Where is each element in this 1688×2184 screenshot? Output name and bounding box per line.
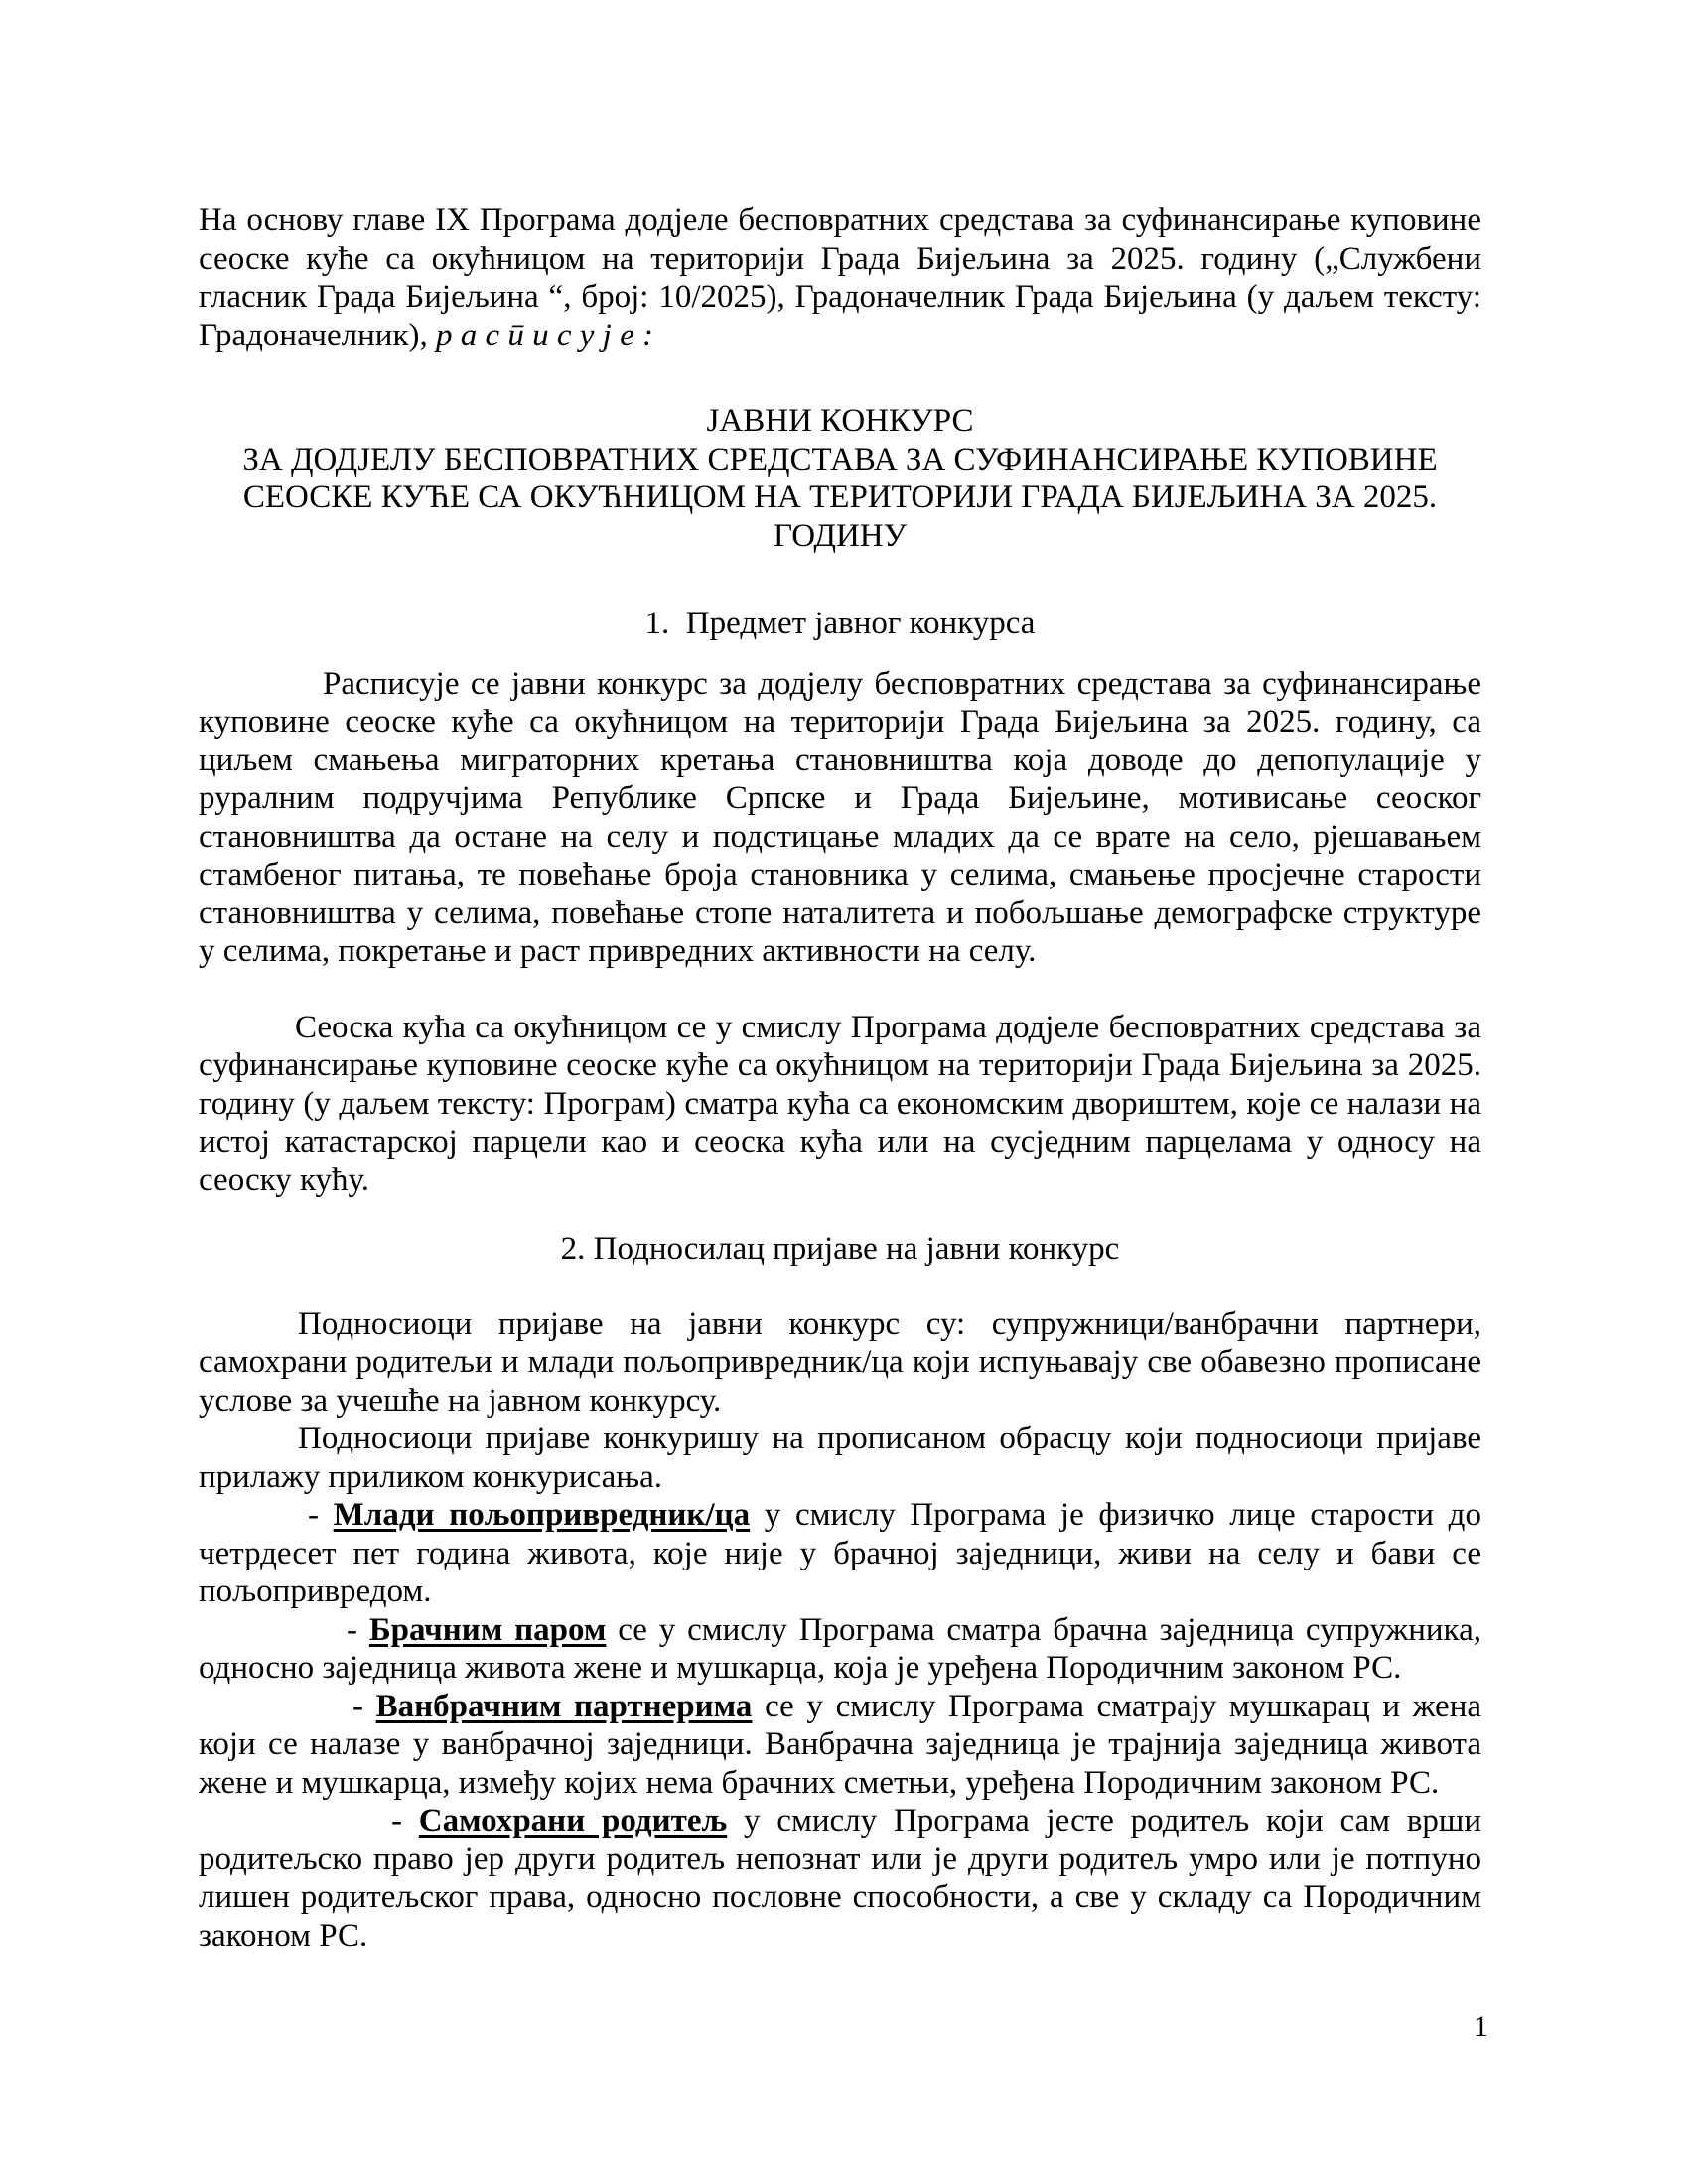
definition-text: се у смислу Програма сматрају мушкарац и жена који се налазе у ванбрачној заједници. Ванбрачна заједница је трајнија заједница живота жене и мушкарца, између којих нема брачних сметњи, уређена Породичним законом РС. (199, 1688, 1482, 1801)
section2-paragraph-2: Подносиоци пријаве конкуришу на прописаном обрасцу који подносиоци пријаве прилажу приликом конкурисања. (199, 1421, 1481, 1495)
title-line-1: ЈАВНИ КОНКУРС (706, 403, 974, 439)
definition-term: Млади пољопривредник/ца (333, 1497, 751, 1533)
definition-term: Брачним паром (368, 1611, 607, 1648)
document-content (199, 202, 1481, 1955)
title-line-4: ГОДИНУ (774, 517, 907, 554)
definition-young-farmer (199, 1496, 1481, 1611)
definition-dash: - (352, 1688, 376, 1724)
definition-term: Самохрани родитељ (418, 1803, 728, 1839)
section2-paragraph-1: Подносиоци пријаве на јавни конкурс су: супружници/ванбрачни партнери, самохрани родитељи и млади пољопривредник/ца који испуњавају све обавезно прописане услове за учешће на јавном конкурсу. (199, 1305, 1481, 1419)
definition-text: у смислу Програма јесте родитељ који сам врши родитељско право јер други родитељ непознат или је други родитељ умро или је потпуно лишен родитељског права, односно пословне способности, а све у складу са Породичним законом РС. (199, 1803, 1481, 1954)
definition-text: се у смислу Програма сматра брачна заједница супружника, односно заједница живота жене и мушкарца, која је уређена Породичним законом РС. (199, 1611, 1481, 1686)
title-line-2: ЗА ДОДЈЕЛУ БЕСПОВРАТНИХ СРЕДСТАВА ЗА СУФИНАНСИРАЊЕ КУПОВИНЕ (242, 441, 1438, 478)
section1-heading: 1. Предмет јавног конкурса (644, 606, 1036, 641)
definition-text: у смислу Програма је физичко лице старости до четрдесет пет година живота, које није у брачној заједници, живи на селу и бави се пољопривредом. (199, 1497, 1481, 1609)
section1-paragraph-2: Сеоска кућа са окућницом се у смислу Програма додјеле бесповратних средстава за суфинансирање куповине сеоске куће са окућницом на територији Града Бијељина за 2025. годину (у даљем тексту: Програм) сматра кућа са економским двориштем, које се налази на истој катастарској парцели као и сеоска кућа или на сусједним парцелама у односу на сеоску кућу. (199, 1009, 1481, 1198)
section1-paragraph-1: Расписује се јавни конкурс за додјелу бесповратних средстава за суфинансирање куповине сеоске куће са окућницом на територији Града Бијељина за 2025. годину, са циљем смањења миграторних кретања становништва која доводе до депопулације у руралним подручјима Републике Српске и Града Бијељине, мотивисање сеоског становништва да остане на селу и подстицање младих да се врате на село, рјешавањем стамбеног питања, те повећање броја становника у селима, смањење просјечне старости становништва у селима, повећање стопе наталитета и побољшање демографске структуре у селима, покретање и раст привредних активности на селу. (199, 665, 1481, 969)
intro-paragraph (199, 202, 1481, 354)
definition-single-parent (199, 1802, 1481, 1955)
page-number: 1 (1474, 2010, 1488, 2043)
definition-dash: - (391, 1803, 419, 1839)
definition-married-couple (199, 1611, 1481, 1688)
document-title (199, 402, 1481, 555)
section2-heading: 2. Подносилац пријаве на јавни конкурс (560, 1231, 1120, 1267)
intro-italic-text: р а с п и с у ј е : (435, 317, 653, 353)
title-line-3: СЕОСКЕ КУЋЕ СА ОКУЋНИЦОМ НА ТЕРИТОРИЈИ ГРАДА БИЈЕЉИНА ЗА 2025. (242, 479, 1438, 515)
intro-text: На основу главе IX Програма додјеле бесповратних средстава за суфинансирање куповине сеоске куће са окућницом на територији Града Бијељина за 2025. годину („Службени гласник Града Бијељина “, број: 10/2025), Градоначелник Града Бијељина (у даљем тексту: Градоначелник), (199, 203, 1481, 353)
definition-dash: - (308, 1497, 334, 1533)
definition-common-law-partners (199, 1688, 1481, 1803)
definition-dash: - (347, 1611, 369, 1648)
definition-term: Ванбрачним партнерима (375, 1688, 753, 1724)
